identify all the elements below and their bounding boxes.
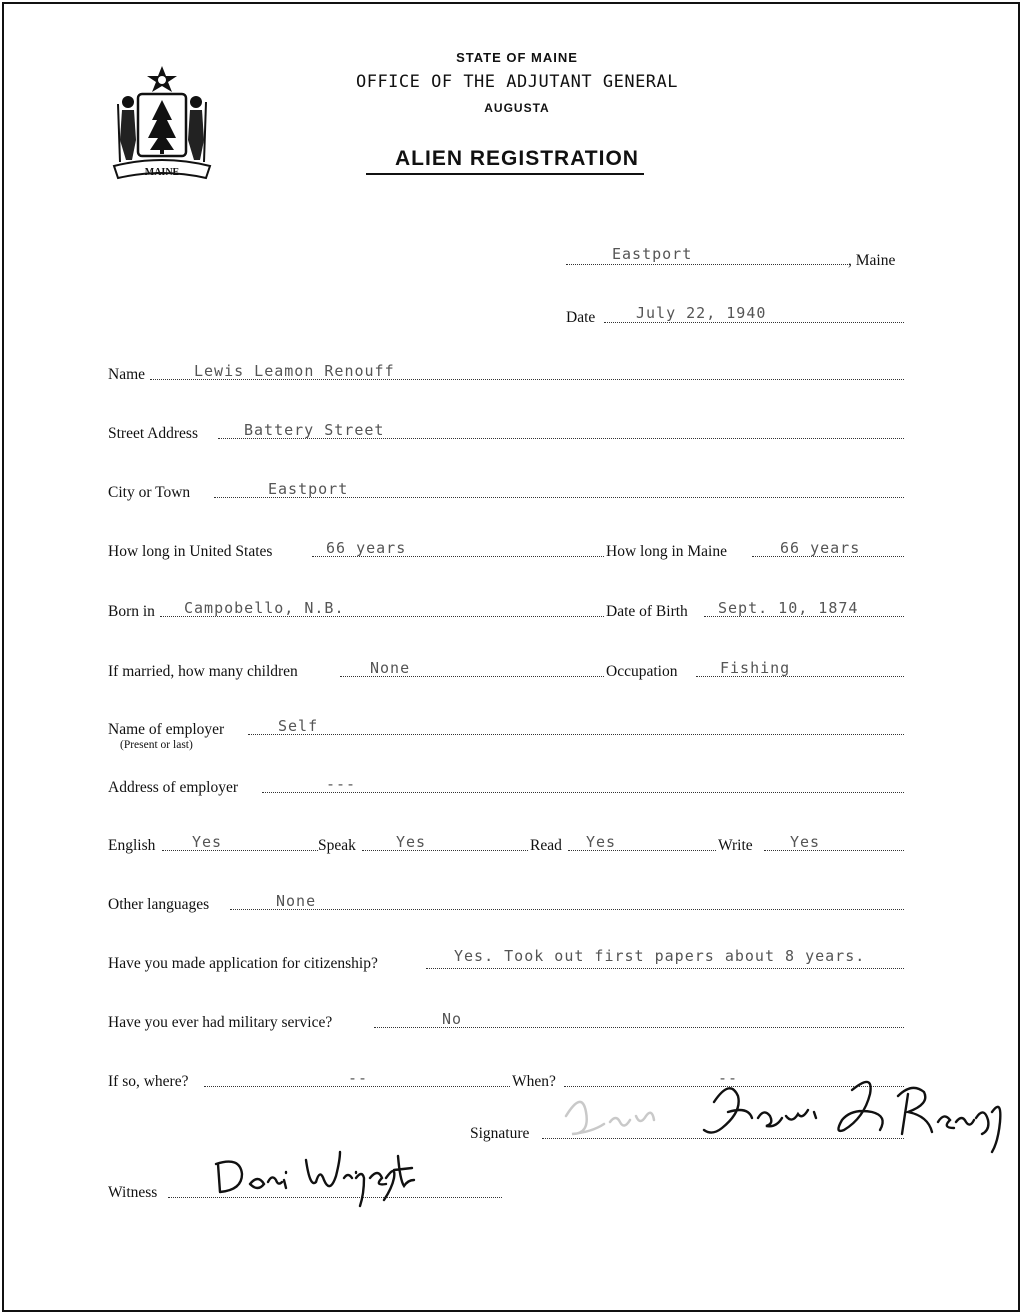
citizenship-value: Yes. Took out first papers about 8 years. xyxy=(454,947,866,965)
english-label: English xyxy=(108,837,156,854)
born-in-value: Campobello, N.B. xyxy=(184,599,345,617)
citizenship-line xyxy=(426,968,904,969)
where-value: -- xyxy=(348,1069,369,1087)
date-label: Date xyxy=(566,309,596,326)
street-value: Battery Street xyxy=(244,421,385,439)
speak-line xyxy=(362,850,528,851)
write-value: Yes xyxy=(790,833,821,851)
town-value: Eastport xyxy=(612,245,693,263)
military-value: No xyxy=(442,1010,463,1028)
speak-label: Speak xyxy=(318,837,356,854)
header-city: AUGUSTA xyxy=(484,101,550,115)
header-state: STATE OF MAINE xyxy=(456,50,578,65)
seal-ribbon-text: MAINE xyxy=(144,167,180,178)
write-label: Write xyxy=(718,837,753,854)
read-value: Yes xyxy=(586,833,617,851)
how-long-us-value: 66 years xyxy=(326,539,407,557)
english-line xyxy=(162,850,318,851)
how-long-maine-label: How long in Maine xyxy=(606,543,727,560)
witness-label: Witness xyxy=(108,1184,158,1201)
speak-value: Yes xyxy=(396,833,427,851)
witness-handwriting xyxy=(210,1148,420,1210)
date-of-birth-value: Sept. 10, 1874 xyxy=(718,599,859,617)
how-long-maine-value: 66 years xyxy=(780,539,861,557)
signature-handwriting xyxy=(552,1072,1022,1156)
when-label: When? xyxy=(512,1073,556,1090)
header-office: OFFICE OF THE ADJUTANT GENERAL xyxy=(355,72,679,92)
street-label: Street Address xyxy=(108,425,198,442)
employer-label: Name of employer xyxy=(108,721,225,738)
occupation-label: Occupation xyxy=(606,663,678,680)
children-label: If married, how many children xyxy=(108,663,298,680)
town-line xyxy=(566,264,848,265)
city-label: City or Town xyxy=(108,484,191,501)
name-label: Name xyxy=(108,366,146,383)
occupation-value: Fishing xyxy=(720,659,791,677)
name-value: Lewis Leamon Renouff xyxy=(194,362,395,380)
employer-address-value: --- xyxy=(326,775,357,793)
where-label: If so, where? xyxy=(108,1073,189,1090)
employer-note: (Present or last) xyxy=(120,739,193,751)
other-languages-line xyxy=(230,909,904,910)
date-value: July 22, 1940 xyxy=(636,304,767,322)
children-value: None xyxy=(370,659,411,677)
born-in-label: Born in xyxy=(108,603,155,620)
english-value: Yes xyxy=(192,833,223,851)
city-value: Eastport xyxy=(268,480,349,498)
date-of-birth-label: Date of Birth xyxy=(606,603,688,620)
employer-value: Self xyxy=(278,717,319,735)
signature-label: Signature xyxy=(470,1125,530,1142)
citizenship-label: Have you made application for citizenship? xyxy=(108,955,378,972)
how-long-us-label: How long in United States xyxy=(108,543,273,560)
employer-address-label: Address of employer xyxy=(108,779,238,796)
military-label: Have you ever had military service? xyxy=(108,1014,333,1031)
maine-label: , Maine xyxy=(848,252,896,269)
write-line xyxy=(764,850,904,851)
other-languages-label: Other languages xyxy=(108,896,210,913)
when-value: -- xyxy=(718,1069,739,1087)
other-languages-value: None xyxy=(276,892,317,910)
read-label: Read xyxy=(530,837,562,854)
employer-line xyxy=(248,734,904,735)
date-line xyxy=(604,322,904,323)
title-underline xyxy=(366,173,644,175)
form-title: ALIEN REGISTRATION xyxy=(395,147,639,170)
employer-address-line xyxy=(262,792,904,793)
